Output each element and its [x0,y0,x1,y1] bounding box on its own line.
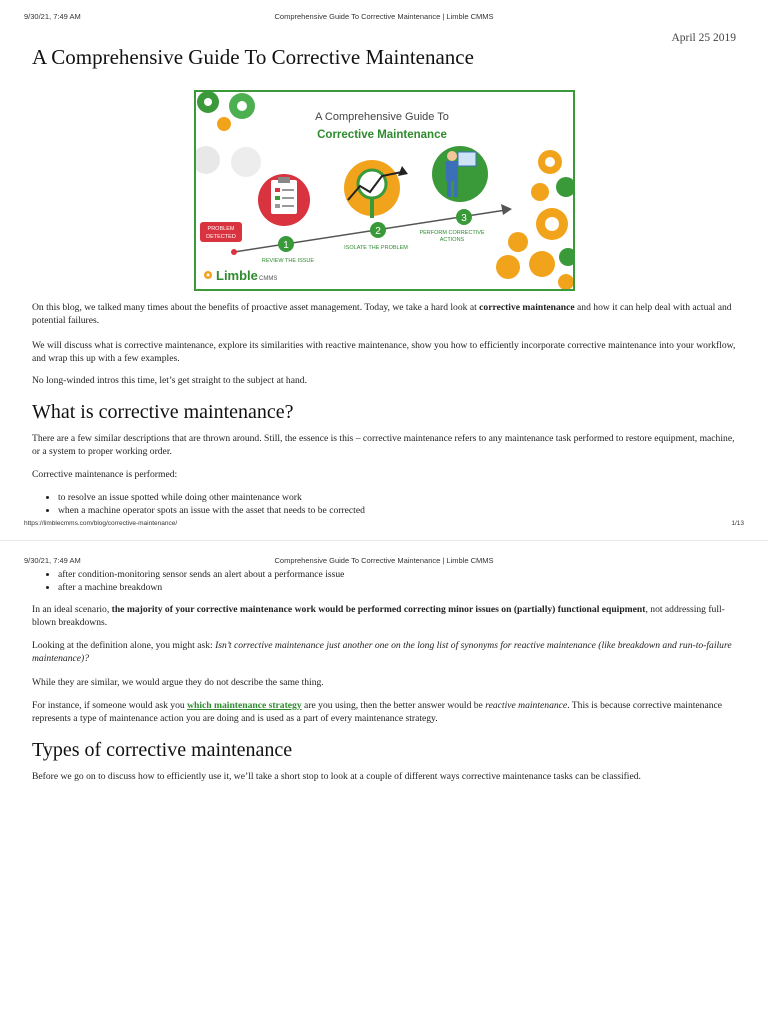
hero-heading-line2: Corrective Maintenance [317,129,447,141]
performed-list [40,492,365,517]
header-timestamp: 9/30/21, 7:49 AM [24,556,81,565]
header-doc-title: Comprehensive Guide To Corrective Maintenance | Limble CMMS [274,556,494,565]
technician-icon [432,146,488,202]
header-doc-title: Comprehensive Guide To Corrective Maintenance | Limble CMMS [274,12,494,21]
problem-label-line2: DETECTED [206,234,236,240]
magnifier-chart-icon [344,160,408,218]
hero-infographic [194,90,575,291]
footer-url[interactable]: https://limblecmms.com/blog/corrective-maintenance/ [24,520,178,527]
hero-illustration [196,92,573,289]
publish-date: April 25 2019 [671,32,736,44]
paragraph-question: Looking at the definition alone, you might ask: Isn’t corrective maintenance just another one on the long list of synonyms for reactive maintenance (like breakdown and run-to-failure maintenance)? [32,640,732,664]
step2-number: 2 [375,226,381,237]
page-footer [0,520,768,532]
step3-number: 3 [461,213,467,224]
paragraph-strategy: For instance, if someone would ask you which maintenance strategy are you using, then the better answer would be reactive maintenance. This is because corrective maintenance represents a type of maintenance action you are doing and is used as a part of every maintenance strategy. [32,700,723,724]
list-item: • when a machine operator spots an issue with the asset that needs to be corrected [58,505,365,518]
page-title: A Comprehensive Guide To Corrective Maintenance [32,45,474,69]
maintenance-strategy-link[interactable]: which maintenance strategy [187,700,302,711]
limble-logo [204,268,277,283]
page-header [0,12,768,26]
paragraph-types-intro: Before we go on to discuss how to efficiently use it, we’ll take a short stop to look at a couple of different ways corrective maintenance tasks can be classified. [32,771,641,782]
paragraph-ideal: In an ideal scenario, the majority of your corrective maintenance work would be performed correcting minor issues on (partially) functional equipment, not addressing full-blown breakdowns. [32,604,725,628]
brand-name: Limble [216,268,258,283]
step1-number: 1 [283,240,289,251]
clipboard-icon [258,174,310,226]
step3-label-line1: PERFORM CORRECTIVE [419,230,485,236]
page-divider [0,540,768,541]
timeline-start-dot [231,249,237,255]
paragraph-overview: We will discuss what is corrective maintenance, explore its similarities with reactive maintenance, show you how to efficiently incorporate corrective maintenance into your workflow, and wrap this up with a few examples. [32,340,736,364]
list-item: • to resolve an issue spotted while doing other maintenance work [58,492,365,505]
list-item: • after a machine breakdown [58,582,344,595]
step3-label-line2: ACTIONS [439,237,465,243]
hero-heading-line1: A Comprehensive Guide To [315,111,449,123]
heading-what-is: What is corrective maintenance? [32,401,294,423]
paragraph-argue: While they are similar, we would argue they do not describe the same thing. [32,677,324,688]
paragraph-definition: There are a few similar descriptions that are thrown around. Still, the essence is this – corrective maintenance refers to any maintenance task performed to restore equipment, machine, or a system to proper working order. [32,433,735,457]
gear-icon [196,92,261,177]
problem-label-line1: PROBLEM [207,226,235,232]
paragraph-intro: On this blog, we talked many times about the benefits of proactive asset management. Today, we take a hard look at corrective maintenance and how it can help deal with actual and potential failures. [32,302,732,326]
step1-label: REVIEW THE ISSUE [261,258,315,264]
page-header [0,556,768,570]
heading-types: Types of corrective maintenance [32,739,293,761]
header-timestamp: 9/30/21, 7:49 AM [24,12,81,21]
paragraph-performed: Corrective maintenance is performed: [32,469,178,480]
performed-list-continued [40,569,344,594]
step2-label: ISOLATE THE PROBLEM [344,245,408,251]
timeline-arrow-icon [501,204,512,215]
brand-suffix: CMMS [259,276,278,282]
list-item: • after condition-monitoring sensor sends an alert about a performance issue [58,569,344,582]
footer-page-number: 1/13 [731,520,744,527]
paragraph-lead: No long-winded intros this time, let’s get straight to the subject at hand. [32,375,307,386]
gear-cluster-icon [496,150,573,289]
